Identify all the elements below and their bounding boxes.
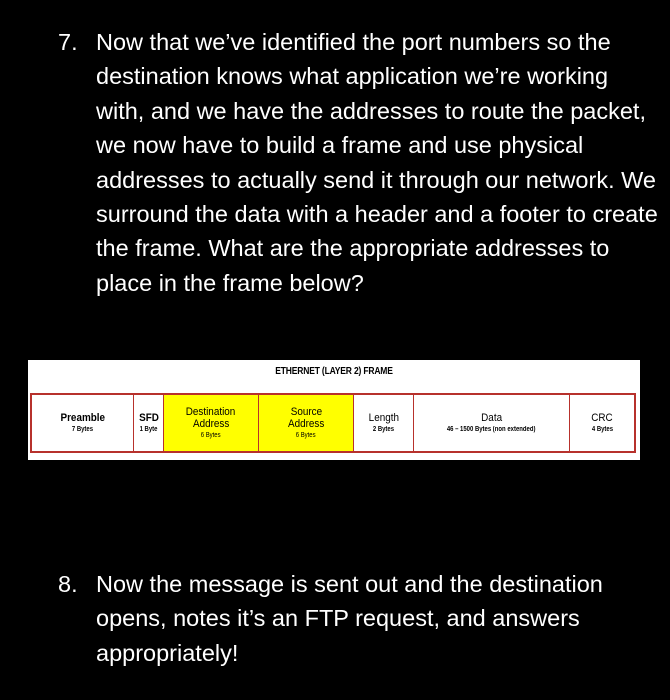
field-sfd: [134, 395, 164, 451]
question-8: [58, 567, 658, 670]
field-source-name-2: Address: [287, 417, 325, 430]
field-preamble-name: Preamble: [60, 411, 105, 424]
question-8-number: 8.: [58, 571, 78, 597]
frame-fields-row: [30, 393, 636, 453]
field-crc: [570, 395, 634, 451]
field-length-size: 2 Bytes: [372, 425, 395, 433]
field-source-address: [259, 395, 354, 451]
question-7: [58, 25, 658, 300]
field-sfd-size: 1 Byte: [139, 425, 158, 433]
field-length-name: Length: [368, 411, 399, 424]
field-length: [354, 395, 414, 451]
field-sfd-name: SFD: [138, 411, 159, 424]
question-7-text: Now that we’ve identified the port numbers so the destination knows what application we’re working with, and we have the addresses to route the packet, we now have to build a frame and use physical addresses to actually send it through our network. We surround the data with a header and a footer to create the frame. What are the appropriate addresses to place in the frame below?: [96, 29, 658, 296]
field-data-name: Data: [481, 411, 502, 424]
field-source-name-1: Source: [290, 405, 322, 418]
field-destination-address: [164, 395, 259, 451]
field-preamble-size: 7 Bytes: [71, 425, 94, 433]
field-data: [414, 395, 570, 451]
question-7-number: 7.: [58, 29, 78, 55]
field-source-size: 6 Bytes: [296, 431, 316, 439]
ethernet-frame-diagram: [28, 360, 640, 460]
field-data-size: 46 – 1500 Bytes (non extended): [447, 425, 536, 433]
frame-title: ETHERNET (LAYER 2) FRAME: [275, 366, 393, 377]
field-destination-size: 6 Bytes: [201, 431, 221, 439]
field-destination-name-1: Destination: [186, 405, 236, 418]
field-crc-size: 4 Bytes: [591, 425, 613, 433]
field-destination-name-2: Address: [192, 417, 230, 430]
field-preamble: [32, 395, 134, 451]
question-8-text: Now the message is sent out and the destination opens, notes it’s an FTP request, and answers appropriately!: [96, 571, 603, 666]
field-crc-name: CRC: [591, 411, 613, 424]
